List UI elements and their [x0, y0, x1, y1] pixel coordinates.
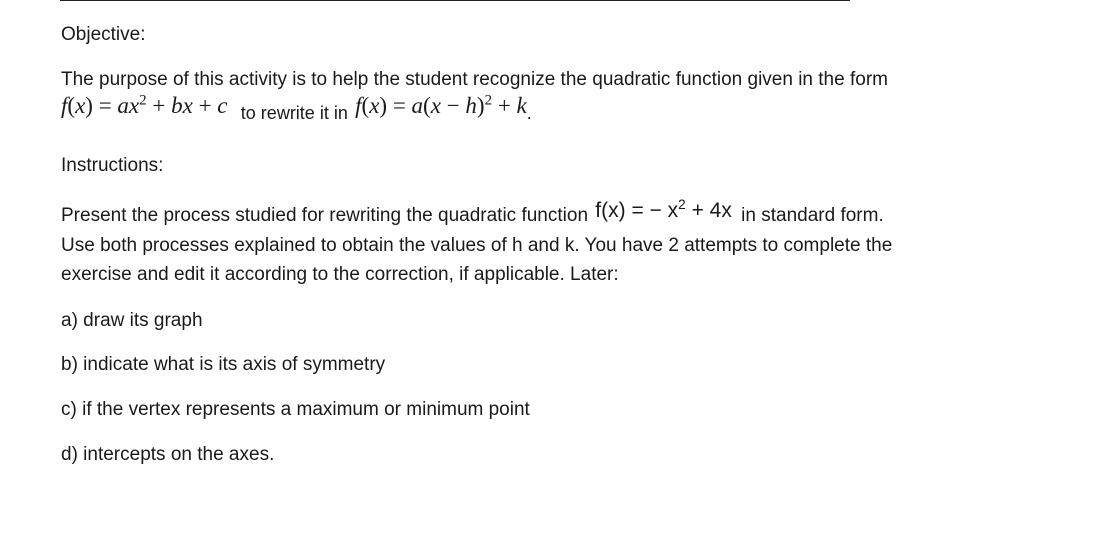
objective-heading: Objective: — [61, 24, 146, 45]
present-text: Present the process studied for rewriting the quadratic function — [61, 205, 589, 226]
formula-line — [61, 92, 532, 123]
purpose-text: The purpose of this activity is to help the student recognize the quadratic function given in the form — [61, 69, 888, 90]
general-form-equation: $f(x) = ax^2$ + bx + c — [61, 92, 228, 118]
vertex-form-equation: $f(x) = a(x - h)^2 + k$ — [355, 92, 527, 118]
rewrite-text: to rewrite it in — [240, 103, 348, 123]
list-item: a) draw its graph — [61, 310, 203, 331]
in-standard-form-text: in standard form. — [741, 205, 884, 226]
instructions-line-2: Use both processes explained to obtain the values of h and k. You have 2 attempts to complete the — [61, 235, 893, 256]
period: . — [526, 103, 532, 123]
instructions-heading: Instructions: — [61, 155, 164, 176]
function-equation: f(x) = − $x^2 + 4x$ — [595, 197, 732, 222]
top-rule — [60, 0, 850, 1]
present-line — [61, 197, 884, 226]
list-item: d) intercepts on the axes. — [61, 444, 275, 465]
instructions-line-3: exercise and edit it according to the correction, if applicable. Later: — [61, 264, 619, 285]
list-item: b) indicate what is its axis of symmetry — [61, 354, 386, 375]
list-item: c) if the vertex represents a maximum or minimum point — [61, 399, 530, 420]
